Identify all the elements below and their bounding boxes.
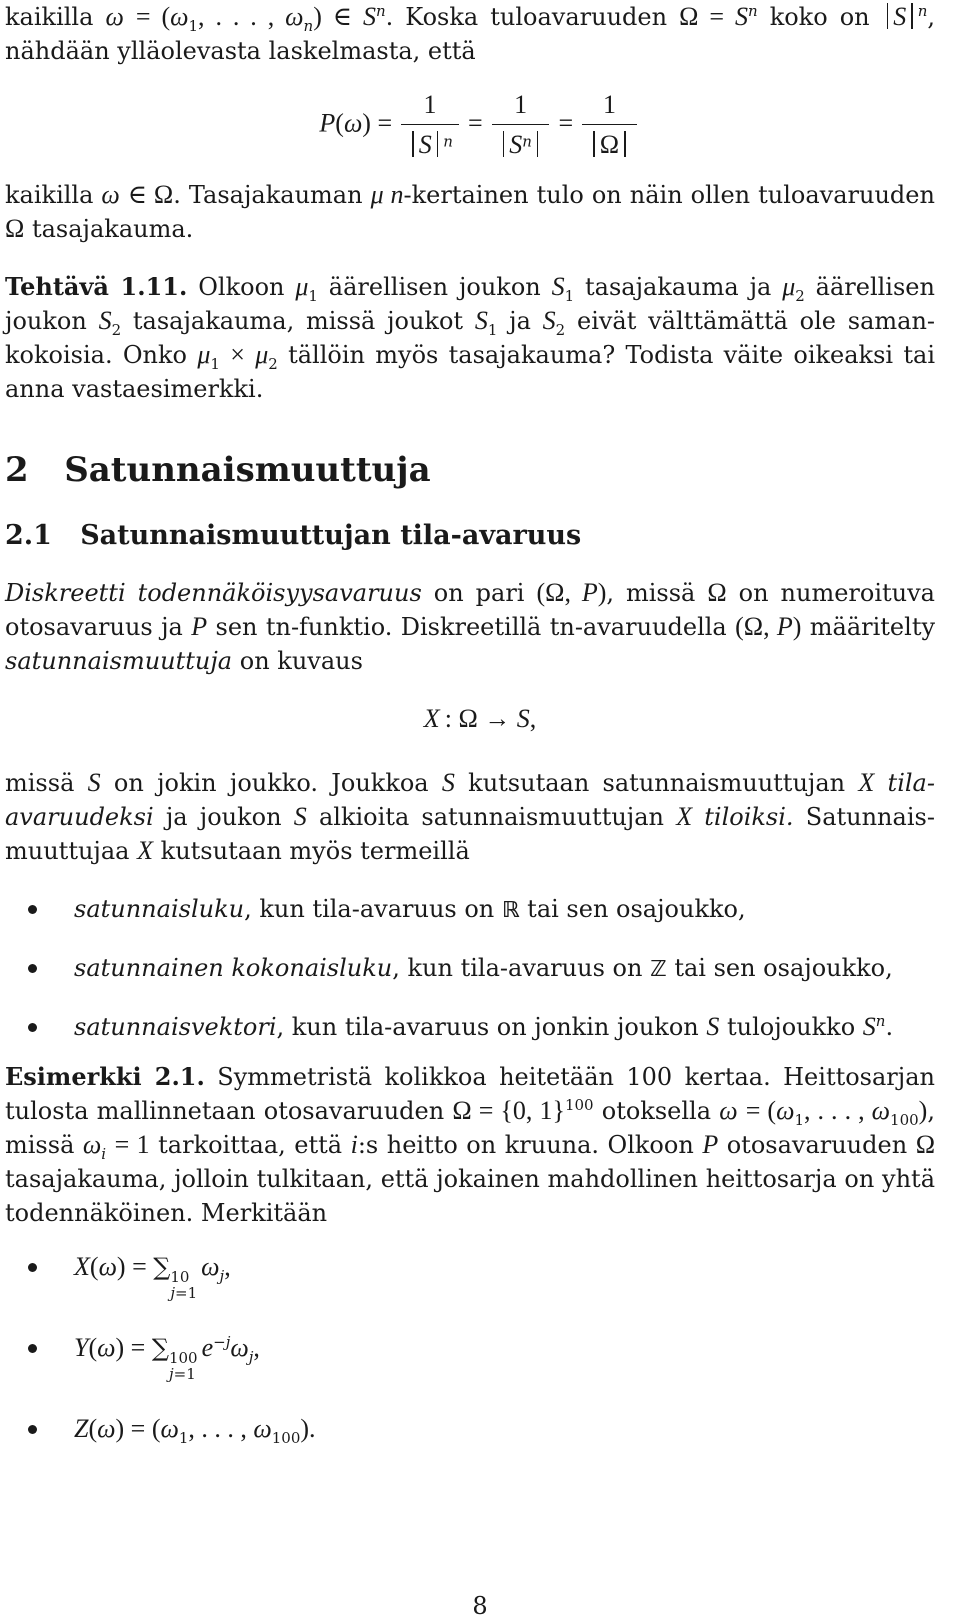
- example-label: Esimerkki 2.1.: [5, 1062, 205, 1091]
- text: missä: [625, 579, 696, 607]
- text: on kuvaus: [239, 647, 363, 675]
- text: , kun tila-avaruus on: [244, 895, 495, 923]
- formula-list: [0, 1250, 316, 1446]
- list-item: [0, 951, 893, 987]
- bullet-icon: [28, 1425, 37, 1434]
- set-symbol: ℝ: [501, 898, 520, 923]
- subsection-heading: [5, 520, 581, 551]
- section-heading: [5, 450, 431, 490]
- exercise-label: Tehtävä 1.11.: [5, 272, 188, 301]
- text: missä: [5, 1131, 75, 1159]
- terms-list: [0, 892, 893, 1044]
- subsection-number: 2.1: [5, 520, 52, 551]
- text: tulojoukko: [727, 1013, 856, 1041]
- text: on jokin joukko. Joukkoa: [113, 769, 429, 797]
- text: äärellisen: [815, 273, 935, 301]
- text: muuttujaa: [5, 837, 130, 865]
- text: ja: [509, 307, 531, 335]
- formula-x: X(ω) = ∑ 10 j=1 $\omega_j$,: [0, 1250, 316, 1301]
- equation-mapping: X : Ω → S,: [423, 704, 537, 733]
- section-number: 2: [5, 450, 29, 490]
- term-emphasis: Diskreetti todennäköisyysavaruus: [5, 579, 422, 607]
- set-symbol: ℤ: [650, 957, 667, 982]
- formula-z: $Z(\omega) = (\omega_1$, . . . , $\omega_{100}$).: [0, 1412, 316, 1446]
- text: nähdään ylläolevasta laskelmasta, että: [5, 37, 476, 65]
- equation-uniform-probability: P(ω) = $\frac{1}{S ^n}$ = $\frac{1}{S^n}$ = $\frac{1}{\Omega}$: [0, 86, 960, 168]
- text: tällöin myös tasajakauma? Todista väite oikeaksi tai: [288, 341, 935, 369]
- text: anna vastaesimerkki.: [5, 375, 264, 403]
- section-title: Satunnaismuuttuja: [64, 450, 431, 490]
- paragraph-intro: kaikilla $\omega = (\omega_1$, . . . , $\omega_n$) ∈ $S^n$. Koska tuloavaruuden $\Omega = S^n$ koko on S $^n$,: [5, 2, 936, 35]
- text: otosavaruuden: [726, 1131, 908, 1159]
- text: äärellisen joukon: [328, 273, 541, 301]
- text: Satunnais-: [805, 803, 935, 831]
- text: , kun tila-avaruus on jonkin joukon: [276, 1013, 699, 1041]
- formula-y: Y(ω) = ∑ 100 j=1 $e^{-j}\omega_j$,: [0, 1331, 316, 1382]
- subsection-title: Satunnaismuuttujan tila-avaruus: [80, 520, 582, 551]
- exercise-1-11: Tehtävä 1.11. Olkoon $\mu_1$ äärellisen joukon $S_1$ tasajakauma ja $\mu_2$ äärellisen joukon $S_2$ tasajakauma, missä joukot $S_1$ ja $S_2$ eivät välttämättä ole saman- kokoisia. Onko $\mu_1 \times \mu_2$ tällöin myös tasajakauma? Todista väite oikeaksi tai anna vastaesimerkki.: [5, 272, 936, 403]
- text: kutsutaan myös termeillä: [160, 837, 470, 865]
- text: alkioita satunnaismuuttujan: [318, 803, 664, 831]
- paragraph-definition: Diskreetti todennäköisyysavaruus on pari (Ω, P), missä Ω on numeroituva otosavaruus ja P sen tn-funktio. Diskreetillä tn-avaruudella (Ω, P) määritelty satunnaismuuttuja on kuvaus: [5, 578, 936, 675]
- text: Koska tuloavaruuden: [405, 3, 668, 31]
- paragraph-product-measure: kaikilla ω ∈ Ω. Tasajakauman μ n-kertainen tulo on näin ollen tuloavaruuden: [5, 180, 935, 209]
- text: kaikilla: [5, 3, 94, 31]
- text: on pari: [433, 579, 525, 607]
- text: kaikilla: [5, 181, 94, 209]
- text: otoksella: [601, 1097, 712, 1125]
- text: tai sen osajoukko,: [674, 954, 893, 982]
- text: kokoisia. Onko: [5, 341, 188, 369]
- term-emphasis: tila-: [887, 769, 935, 797]
- term-emphasis: avaruudeksi: [5, 803, 154, 831]
- term-emphasis: satunnaismuuttuja: [5, 647, 233, 675]
- text: eivät välttämättä ole saman-: [576, 307, 936, 335]
- text: missä: [5, 769, 75, 797]
- text: tasajakauma, jolloin tulkitaan, että jokainen mahdollinen heittosarja on: [5, 1165, 875, 1193]
- text: tulosta mallinnetaan otosavaruuden: [5, 1097, 445, 1125]
- text: määritelty: [809, 613, 936, 641]
- text: otosavaruus ja: [5, 613, 183, 641]
- bullet-icon: [28, 1023, 37, 1032]
- text: tasajakauma.: [31, 215, 194, 243]
- text: -kertainen tulo on näin ollen tuloavaruuden: [403, 181, 935, 209]
- text: yhtä todennäköinen. Merkitään: [5, 1165, 935, 1227]
- text: on numeroituva: [738, 579, 935, 607]
- term-emphasis: satunnainen kokonaisluku: [74, 954, 393, 982]
- text: koko on: [769, 3, 870, 31]
- term-emphasis: satunnaisvektori: [74, 1013, 277, 1041]
- bullet-icon: [28, 1344, 37, 1353]
- text: Olkoon: [198, 273, 285, 301]
- term-emphasis: tiloiksi.: [704, 803, 794, 831]
- bullet-icon: [28, 1263, 37, 1272]
- example-2-1: Esimerkki 2.1. Symmetristä kolikkoa heitetään 100 kertaa. Heittosarjan tulosta mallinnetaan otosavaruuden Ω = {0, 1}$^{100}$ otoksella $\omega = (\omega_1$, . . . , $\omega_{100}$), missä $\omega_i = 1$ tarkoittaa, että i:s heitto on kruuna. Olkoon P otosavaruuden Ω tasajakauma, jolloin tulkitaan, että jokainen mahdollinen heittosarja on yhtä todennäköinen. Merkitään: [5, 1062, 936, 1227]
- text: Tasajakauman: [188, 181, 363, 209]
- list-item: satunnaisvektori, kun tila-avaruus on jonkin joukon S tulojoukko $S^n$.: [0, 1010, 893, 1044]
- bullet-icon: [28, 905, 37, 914]
- text: Symmetristä kolikkoa heitetään 100 kertaa. Heittosarjan: [217, 1063, 935, 1091]
- text: tasajakauma, missä joukot: [132, 307, 464, 335]
- text: kutsutaan satunnaismuuttujan: [468, 769, 846, 797]
- text: joukon: [5, 307, 87, 335]
- page-number: 8: [472, 1592, 488, 1620]
- bullet-icon: [28, 964, 37, 973]
- text: , kun tila-avaruus on: [392, 954, 643, 982]
- paragraph-state-space: missä S on jokin joukko. Joukkoa S kutsutaan satunnaismuuttujan X tila-avaruudeksi ja joukon S alkioita satunnaismuuttujan X tiloiksi. Satunnais-muuttujaa X kutsutaan myös termeillä: [5, 768, 935, 865]
- text: :s heitto on kruuna. Olkoon: [357, 1131, 694, 1159]
- text: tarkoittaa, että: [158, 1131, 343, 1159]
- term-emphasis: satunnaisluku: [74, 895, 245, 923]
- text: sen tn-funktio. Diskreetillä tn-avaruudella: [215, 613, 727, 641]
- paragraph-intro-line2: [5, 34, 935, 68]
- list-item: [0, 892, 893, 928]
- text: tai sen osajoukko,: [527, 895, 746, 923]
- text: tasajakauma ja: [585, 273, 772, 301]
- text: ja joukon: [165, 803, 282, 831]
- paragraph-product-measure-line2: Ω tasajakauma.: [5, 214, 194, 243]
